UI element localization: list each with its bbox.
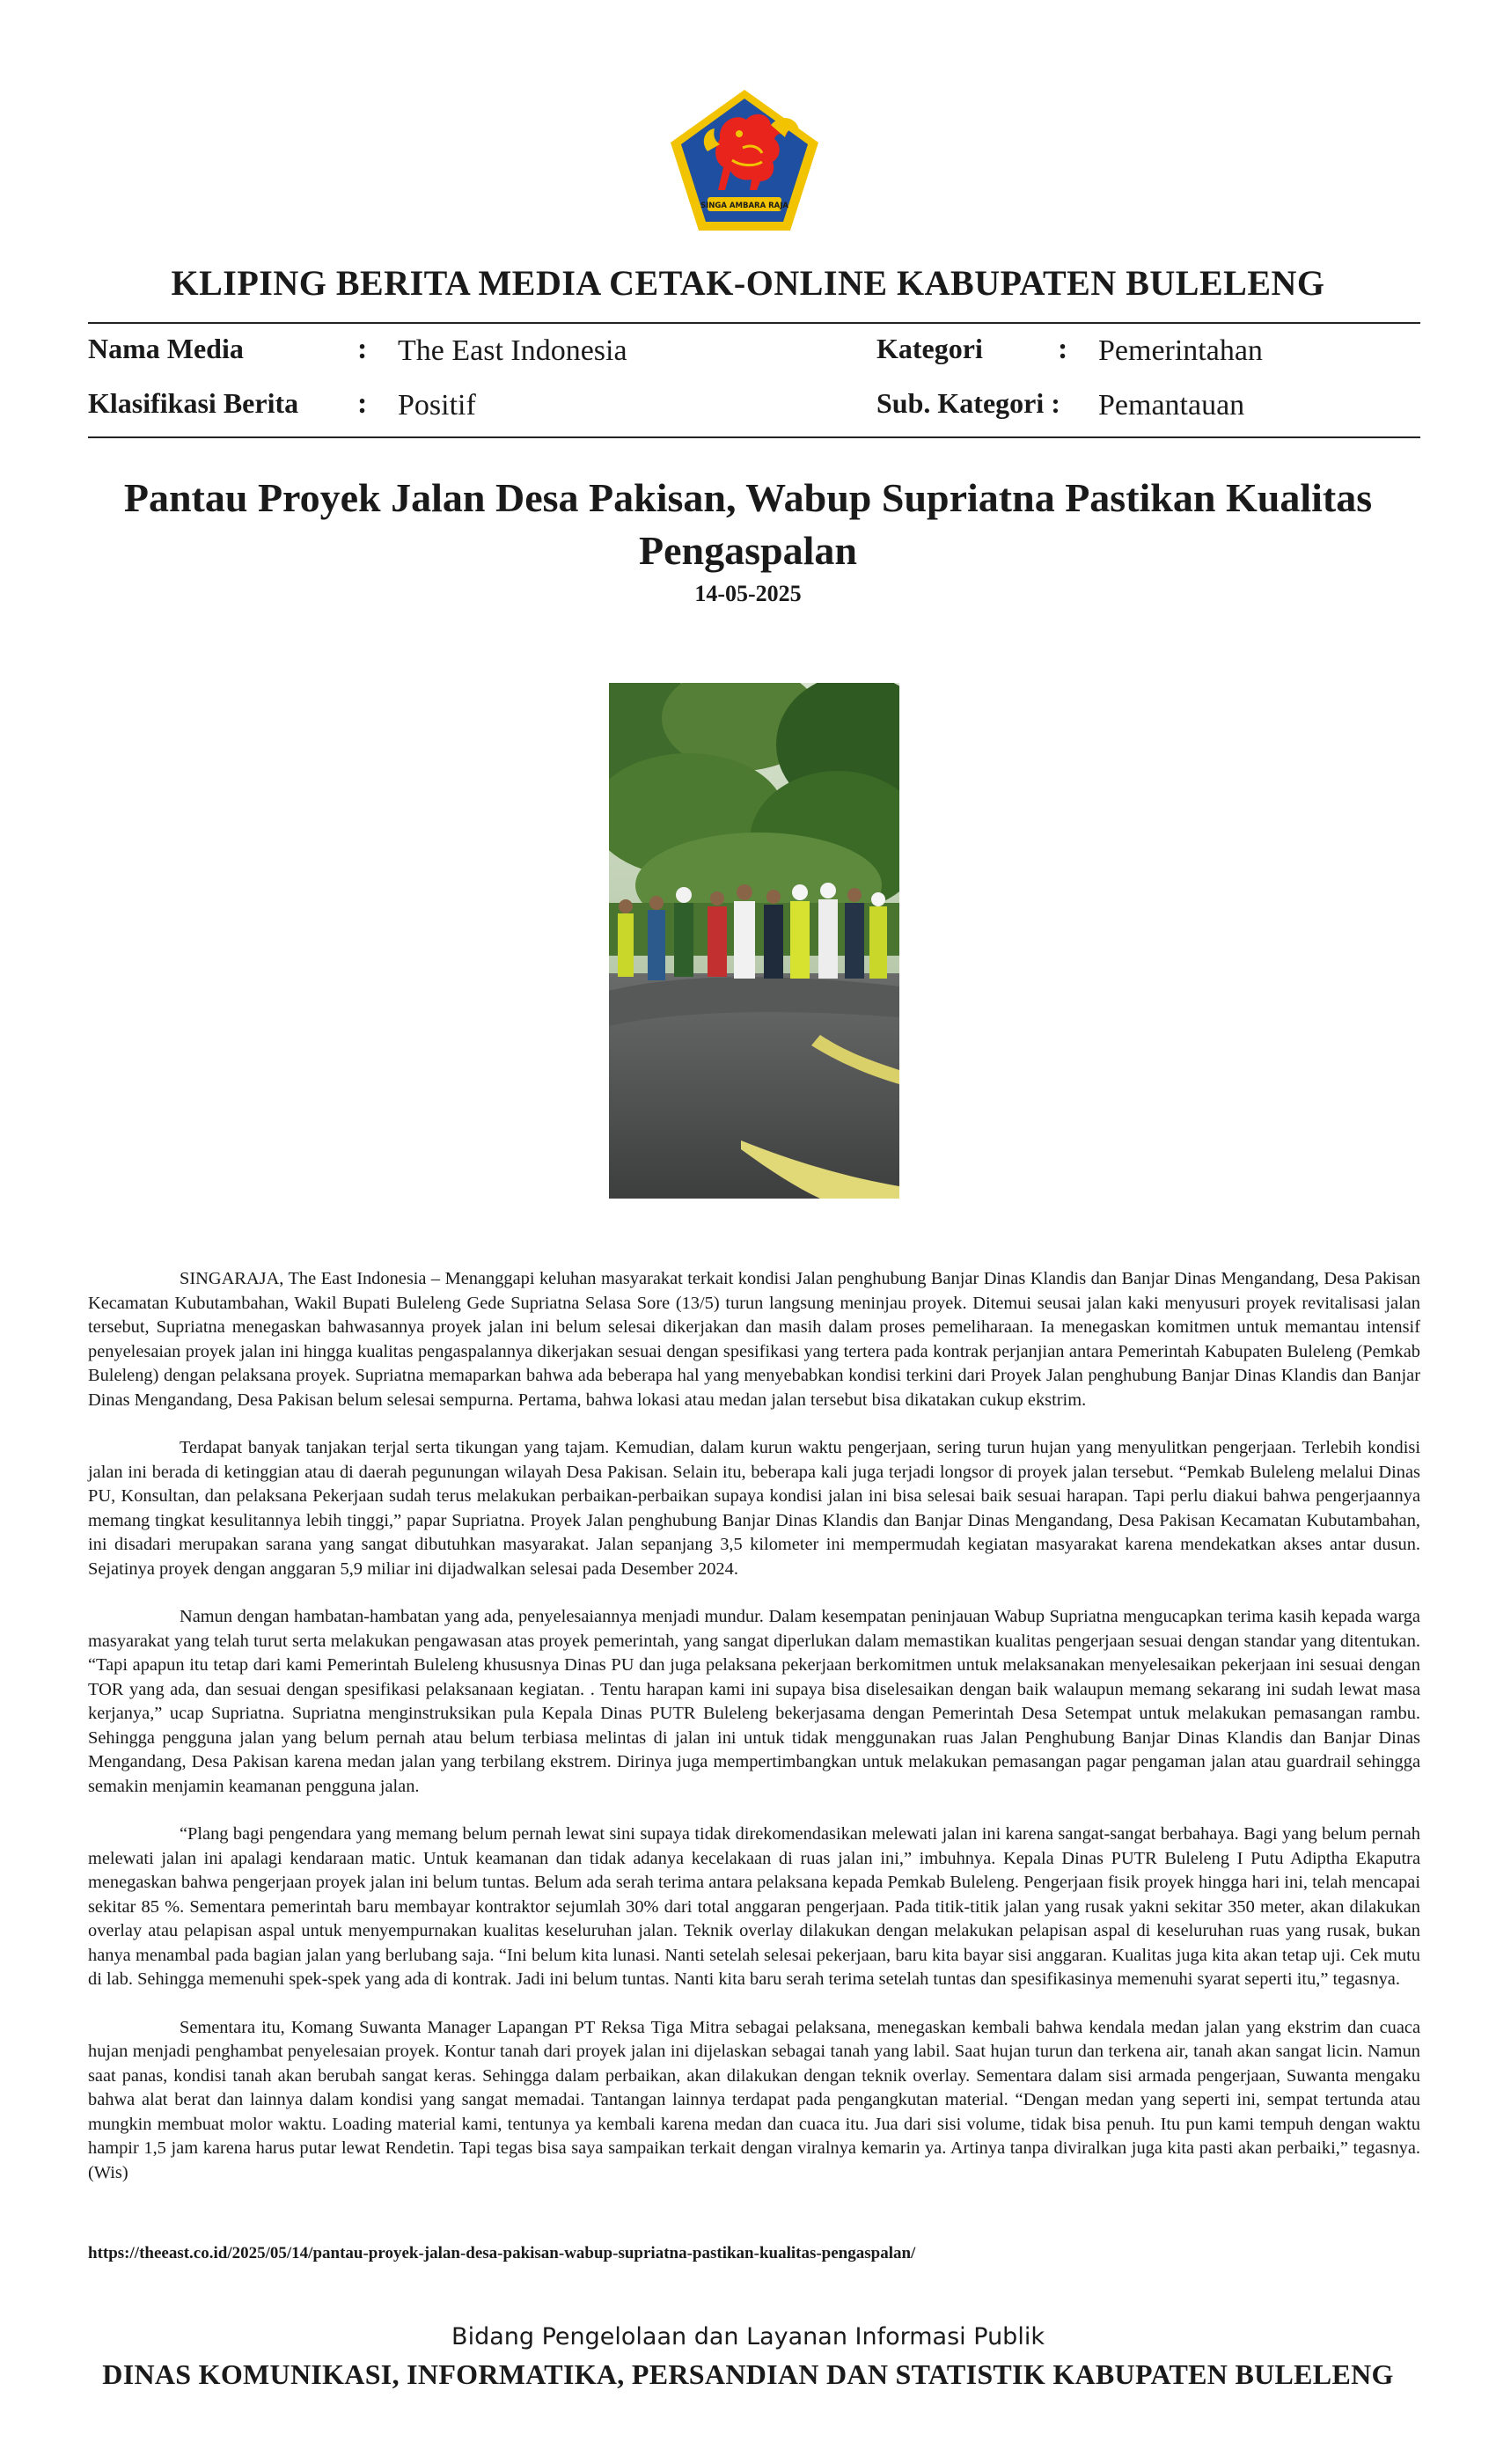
meta-row-media — [88, 333, 1420, 377]
klasifikasi-colon: : — [357, 387, 368, 420]
footer-department: Bidang Pengelolaan dan Layanan Informasi Publik — [451, 2323, 1045, 2350]
article-paragraph: Sementara itu, Komang Suwanta Manager Lapangan PT Reksa Tiga Mitra sebagai pelaksana, menegaskan kembali bahwa kendala medan jalan yang ekstrim dan cuaca hujan menjadi penghambat penyelesaian proyek. Kontur tanah dari proyek jalan ini dijelaskan sebagai tanah yang labil. Saat hujan turun dan terkena air, tanah akan sangat licin. Namun saat panas, kondisi tanah akan berubah sangat keras. Sehingga dalam perbaikan, akan dilakukan dengan teknik overlay. Sementara dalam sisi armada pengerjaan, Suwanta mengaku bahwa alat berat dan lainnya dalam kondisi yang sangat memadai. Tantangan lainnya terdapat pada pengangkutan material. “Dengan medan yang seperti ini, sempat tertunda atau mungkin membuat molor waktu. Loading material kami, tentunya ya kembali karena medan dan cuaca itu. Jua dari sisi volume, tidak bisa penuh. Itu pun kami tempuh dengan waktu hampir 1,5 jam karena harus putar lewat Rendetin. Tapi tegas bisa saya sampaikan terkait dengan viralnya kemarin ya. Artinya tanpa diviralkan juga kita pasti akan perbaiki,” tegasnya.(Wis) — [88, 2017, 1420, 2182]
nama-media-value: The East Indonesia — [398, 334, 627, 367]
subkategori-value: Pemantauan — [1098, 389, 1245, 422]
footer-agency: DINAS KOMUNIKASI, INFORMATIKA, PERSANDIAN DAN STATISTIK KABUPATEN BULELENG — [102, 2358, 1394, 2390]
article-title: Pantau Proyek Jalan Desa Pakisan, Wabup Supriatna Pastikan Kualitas Pengaspalan — [123, 475, 1373, 573]
article-date: 14-05-2025 — [694, 581, 802, 606]
article-photo — [609, 683, 899, 1199]
clipping-header-title: KLIPING BERITA MEDIA CETAK-ONLINE KABUPATEN BULELENG — [171, 263, 1325, 303]
header-top-rule — [88, 322, 1420, 324]
article-paragraph: Terdapat banyak tanjakan terjal serta tikungan yang tajam. Kemudian, dalam kurun waktu pengerjaan, sering turun hujan yang menyulitkan pengerjaan. Terlebih kondisi jalan ini berada di ketinggian atau di daerah pegunungan wilayah Desa Pakisan. Selain itu, beberapa kali juga terjadi longsor di proyek jalan tersebut. “Pemkab Buleleng melalui Dinas PU, Konsultan, dan pelaksana Pekerjaan sudah terus melakukan perbaikan-perbaikan supaya kondisi jalan ini bisa selesai baik sesuai harapan. Tapi perlu diakui bahwa pengerjaannya memang tingkat kesulitannya lebih tinggi,” papar Supriatna. Proyek Jalan penghubung Banjar Dinas Klandis dan Banjar Dinas Mengandang, Desa Pakisan Kecamatan Kubutambahan, ini disadari merupakan sarana yang sangat dibutuhkan masyarakat. Jalan sepanjang 3,5 kilometer ini mempermudah kegiatan masyarakat karena mendekatkan akses antar dusun. Sejatinya proyek dengan anggaran 5,9 miliar ini dijadwalkan selesai pada Desember 2024. — [88, 1438, 1420, 1579]
klasifikasi-label: Klasifikasi Berita — [88, 387, 299, 419]
kategori-colon: : — [1058, 333, 1068, 365]
logo-motto: SINGA AMBARA RAJA — [700, 202, 788, 210]
header-bottom-rule — [88, 436, 1420, 438]
subkategori-label: Sub. Kategori : — [876, 387, 1060, 419]
article-paragraph: “Plang bagi pengendara yang memang belum pernah lewat sini supaya tidak direkomendasikan melewati jalan ini karena sangat-sangat berbahaya. Bagi yang belum pernah melewati jalan ini apalagi kendaraan matic. Untuk keamanan dan tidak adanya kecelakaan di ruas jalan ini,” imbuhnya. Kepala Dinas PUTR Buleleng I Putu Adiptha Ekaputra menegaskan bahwa pengerjaan proyek jalan ini belum tuntas. Belum ada serah terima antara pelaksana kepada Pemkab Buleleng. Pengerjaan fisik proyek hingga hari ini, telah mencapai sekitar 85 %. Sementara pemerintah baru membayar kontraktor sejumlah 30% dari total anggaran pengerjaan. Pada titik-titik jalan yang rusak yakni sekitar 350 meter, akan dilakukan overlay atau pelapisan aspal untuk menyempurnakan kualitas keseluruhan jalan. Teknik overlay dilakukan dengan melakukan pelapisan aspal di keseluruhan ruas yang rusak, bukan hanya menambal pada bagian jalan yang berlubang saja. “Ini belum kita lunasi. Nanti setelah selesai pekerjaan, baru kita bayar sisi anggaran. Kualitas juga kita akan tetap uji. Cek mutu di lab. Sehingga memenuhi spek-spek yang ada di kontrak. Jadi ini belum tuntas. Nanti kita baru serah terima setelah tuntas dan spesifikasinya memenuhi syarat seperti itu,” tegasnya. — [88, 1824, 1420, 1989]
kategori-value: Pemerintahan — [1098, 334, 1263, 367]
source-url-link[interactable]: https://theeast.co.id/2025/05/14/pantau-proyek-jalan-desa-pakisan-wabup-supriatna-pastikan-kualitas-pengaspalan/ — [88, 2244, 916, 2262]
article-paragraph: SINGARAJA, The East Indonesia – Menanggapi keluhan masyarakat terkait kondisi Jalan penghubung Banjar Dinas Klandis dan Banjar Dinas Mengandang, Desa Pakisan Kecamatan Kubutambahan, Wakil Bupati Buleleng Gede Supriatna Selasa Sore (13/5) turun langsung meninjau proyek. Ditemui seusai jalan kaki menyusuri proyek revitalisasi jalan tersebut, Supriatna menegaskan bahwasannya proyek jalan ini belum selesai dikerjakan dan masih dalam proses pemeliharaan. Ia menegaskan komitmen untuk memantau intensif penyelesaian proyek jalan ini hingga kualitas pengaspalannya dikerjakan sesuai dengan spesifikasi yang tertera pada kontrak perjanjian antara Pemerintah Kabupaten Buleleng (Pemkab Buleleng) dengan pelaksana proyek. Supriatna memaparkan bahwa ada beberapa hal yang menyebabkan kondisi terkini dari Proyek Jalan penghubung Banjar Dinas Klandis dan Banjar Dinas Mengandang, Desa Pakisan belum selesai sempurna. Pertama, bahwa lokasi atau medan jalan tersebut bisa dikatakan cukup ekstrim. — [88, 1269, 1420, 1410]
nama-media-colon: : — [357, 333, 368, 365]
kategori-label: Kategori — [876, 333, 983, 364]
meta-row-klasifikasi — [88, 387, 1420, 431]
article-paragraph: Namun dengan hambatan-hambatan yang ada, penyelesaiannya menjadi mundur. Dalam kesempatan peninjauan Wabup Supriatna mengucapkan terima kasih kepada warga masyarakat yang telah turut serta melakukan pengawasan atas proyek pemerintah, yang sangat diperlukan dalam memastikan kualitas pengerjaan sesuai dengan standar yang ditentukan. “Tapi apapun itu tetap dari kami Pemerintah Buleleng khususnya Dinas PU dan juga pelaksana pekerjaan berkomitmen untuk melaksanakan menyelesaikan pekerjaan ini sesuai dengan TOR yang ada, dan sesuai dengan spesifikasi pelaksanaan kegiatan. . Tentu harapan kami ini supaya bisa diselesaikan dengan baik walaupun memang sekarang ini sudah lewat masa kerjanya,” ucap Supriatna. Supriatna menginstruksikan pula Kepala Dinas PUTR Buleleng bekerjasama dengan Pemerintah Desa Setempat untuk melakukan pemasangan rambu. Sehingga pengguna jalan yang belum pernah atau belum terbiasa melintas di jalan ini untuk tidak menggunakan ruas Jalan Penghubung Banjar Dinas Klandis dan Banjar Dinas Mengandang, Desa Pakisan karena medan jalan yang terbilang ekstrem. Dirinya juga mempertimbangkan untuk melakukan pemasangan pagar pengaman jalan atau guardrail sehingga semakin menjamin keamanan pengguna jalan. — [88, 1607, 1420, 1796]
kabupaten-buleleng-logo — [665, 86, 824, 236]
klasifikasi-value: Positif — [398, 389, 476, 422]
article-body — [88, 1267, 1420, 2209]
nama-media-label: Nama Media — [88, 333, 244, 364]
